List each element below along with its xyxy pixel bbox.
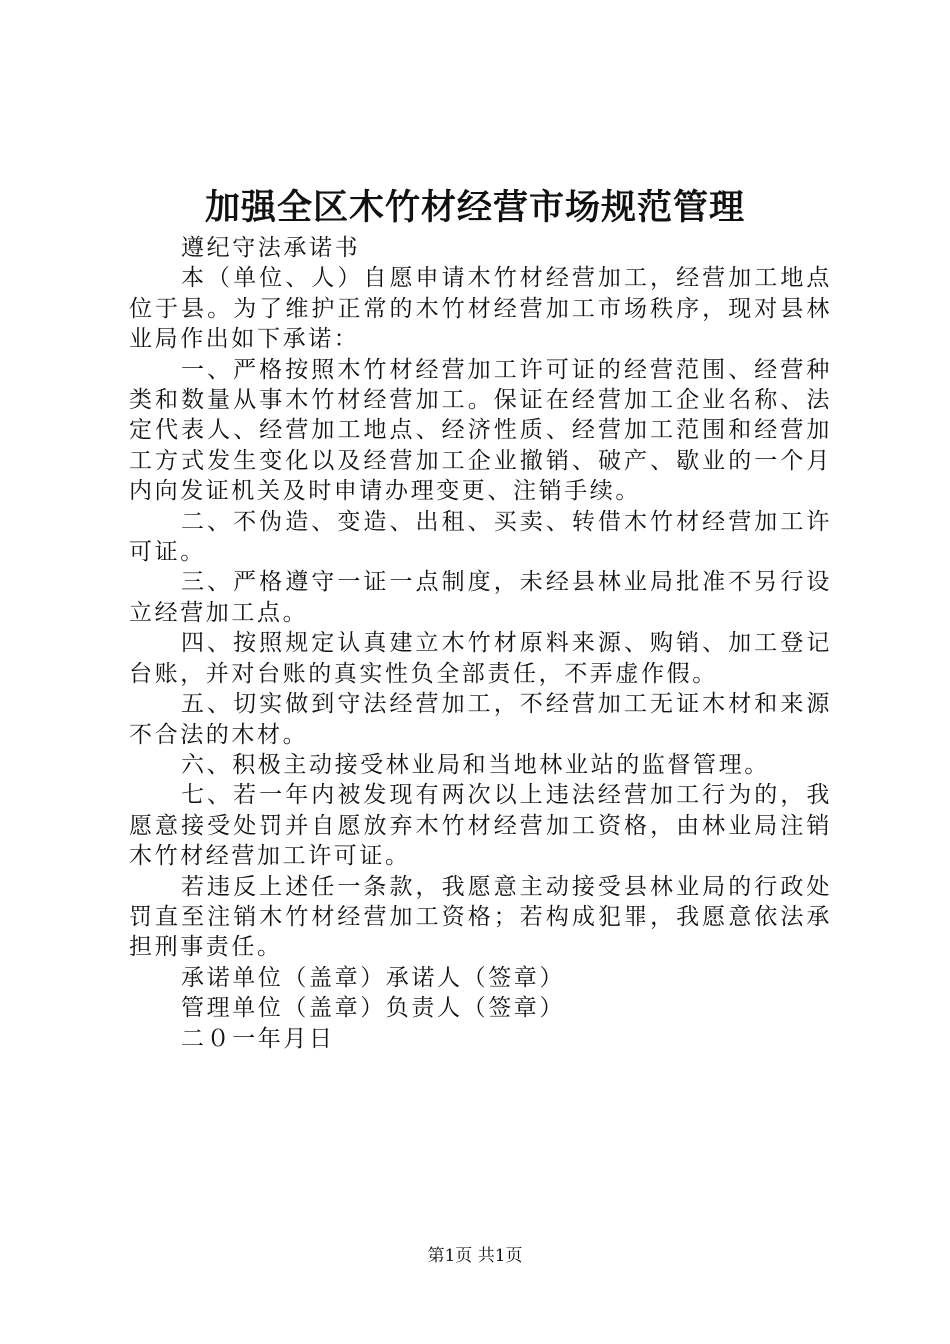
date-line: 二０一年月日: [181, 1025, 335, 1052]
paragraph-item-2: 二、不伪造、变造、出租、买卖、转借木竹材经营加工许可证。: [129, 508, 832, 566]
paragraph-item-6: 六、积极主动接受林业局和当地林业站的监督管理。: [181, 751, 770, 778]
paragraph-liability: 若违反上述任一条款，我愿意主动接受县林业局的行政处罚直至注销木竹材经营加工资格；若构成犯罪，我愿意依法承担刑事责任。: [129, 873, 832, 961]
signature-line-promisor: 承诺单位（盖章）承诺人（签章）: [181, 964, 565, 991]
paragraph-item-3: 三、严格遵守一证一点制度，未经县林业局批准不另行设立经营加工点。: [129, 569, 832, 626]
paragraph-item-4: 四、按照规定认真建立木竹材原料来源、购销、加工登记台账，并对台账的真实性负全部责任，不弄虚作假。: [129, 630, 832, 687]
document-title: 加强全区木竹材经营市场规范管理: [204, 187, 745, 228]
page-footer: 第1页 共1页: [427, 1246, 523, 1266]
paragraph-item-5: 五、切实做到守法经营加工，不经营加工无证木材和来源不合法的木材。: [129, 691, 832, 748]
document-subtitle: 遵纪守法承诺书: [181, 235, 361, 261]
signature-line-manager: 管理单位（盖章）负责人（签章）: [181, 995, 565, 1022]
paragraph-intro: 本（单位、人）自愿申请木竹材经营加工，经营加工地点位于县。为了维护正常的木竹材经营加工市场秩序，现对县林业局作出如下承诺：: [129, 265, 832, 353]
paragraph-item-1: 一、严格按照木竹材经营加工许可证的经营范围、经营种类和数量从事木竹材经营加工。保证在经营加工企业名称、法定代表人、经营加工地点、经济性质、经营加工范围和经营加工方式发生变化以及经营加工企业撤销、破产、歇业的一个月内向发证机关及时申请办理变更、注销手续。: [129, 356, 832, 505]
paragraph-item-7: 七、若一年内被发现有两次以上违法经营加工行为的，我愿意接受处罚并自愿放弃木竹材经营加工资格，由林业局注销木竹材经营加工许可证。: [129, 782, 832, 870]
document-body: [129, 233, 832, 1054]
